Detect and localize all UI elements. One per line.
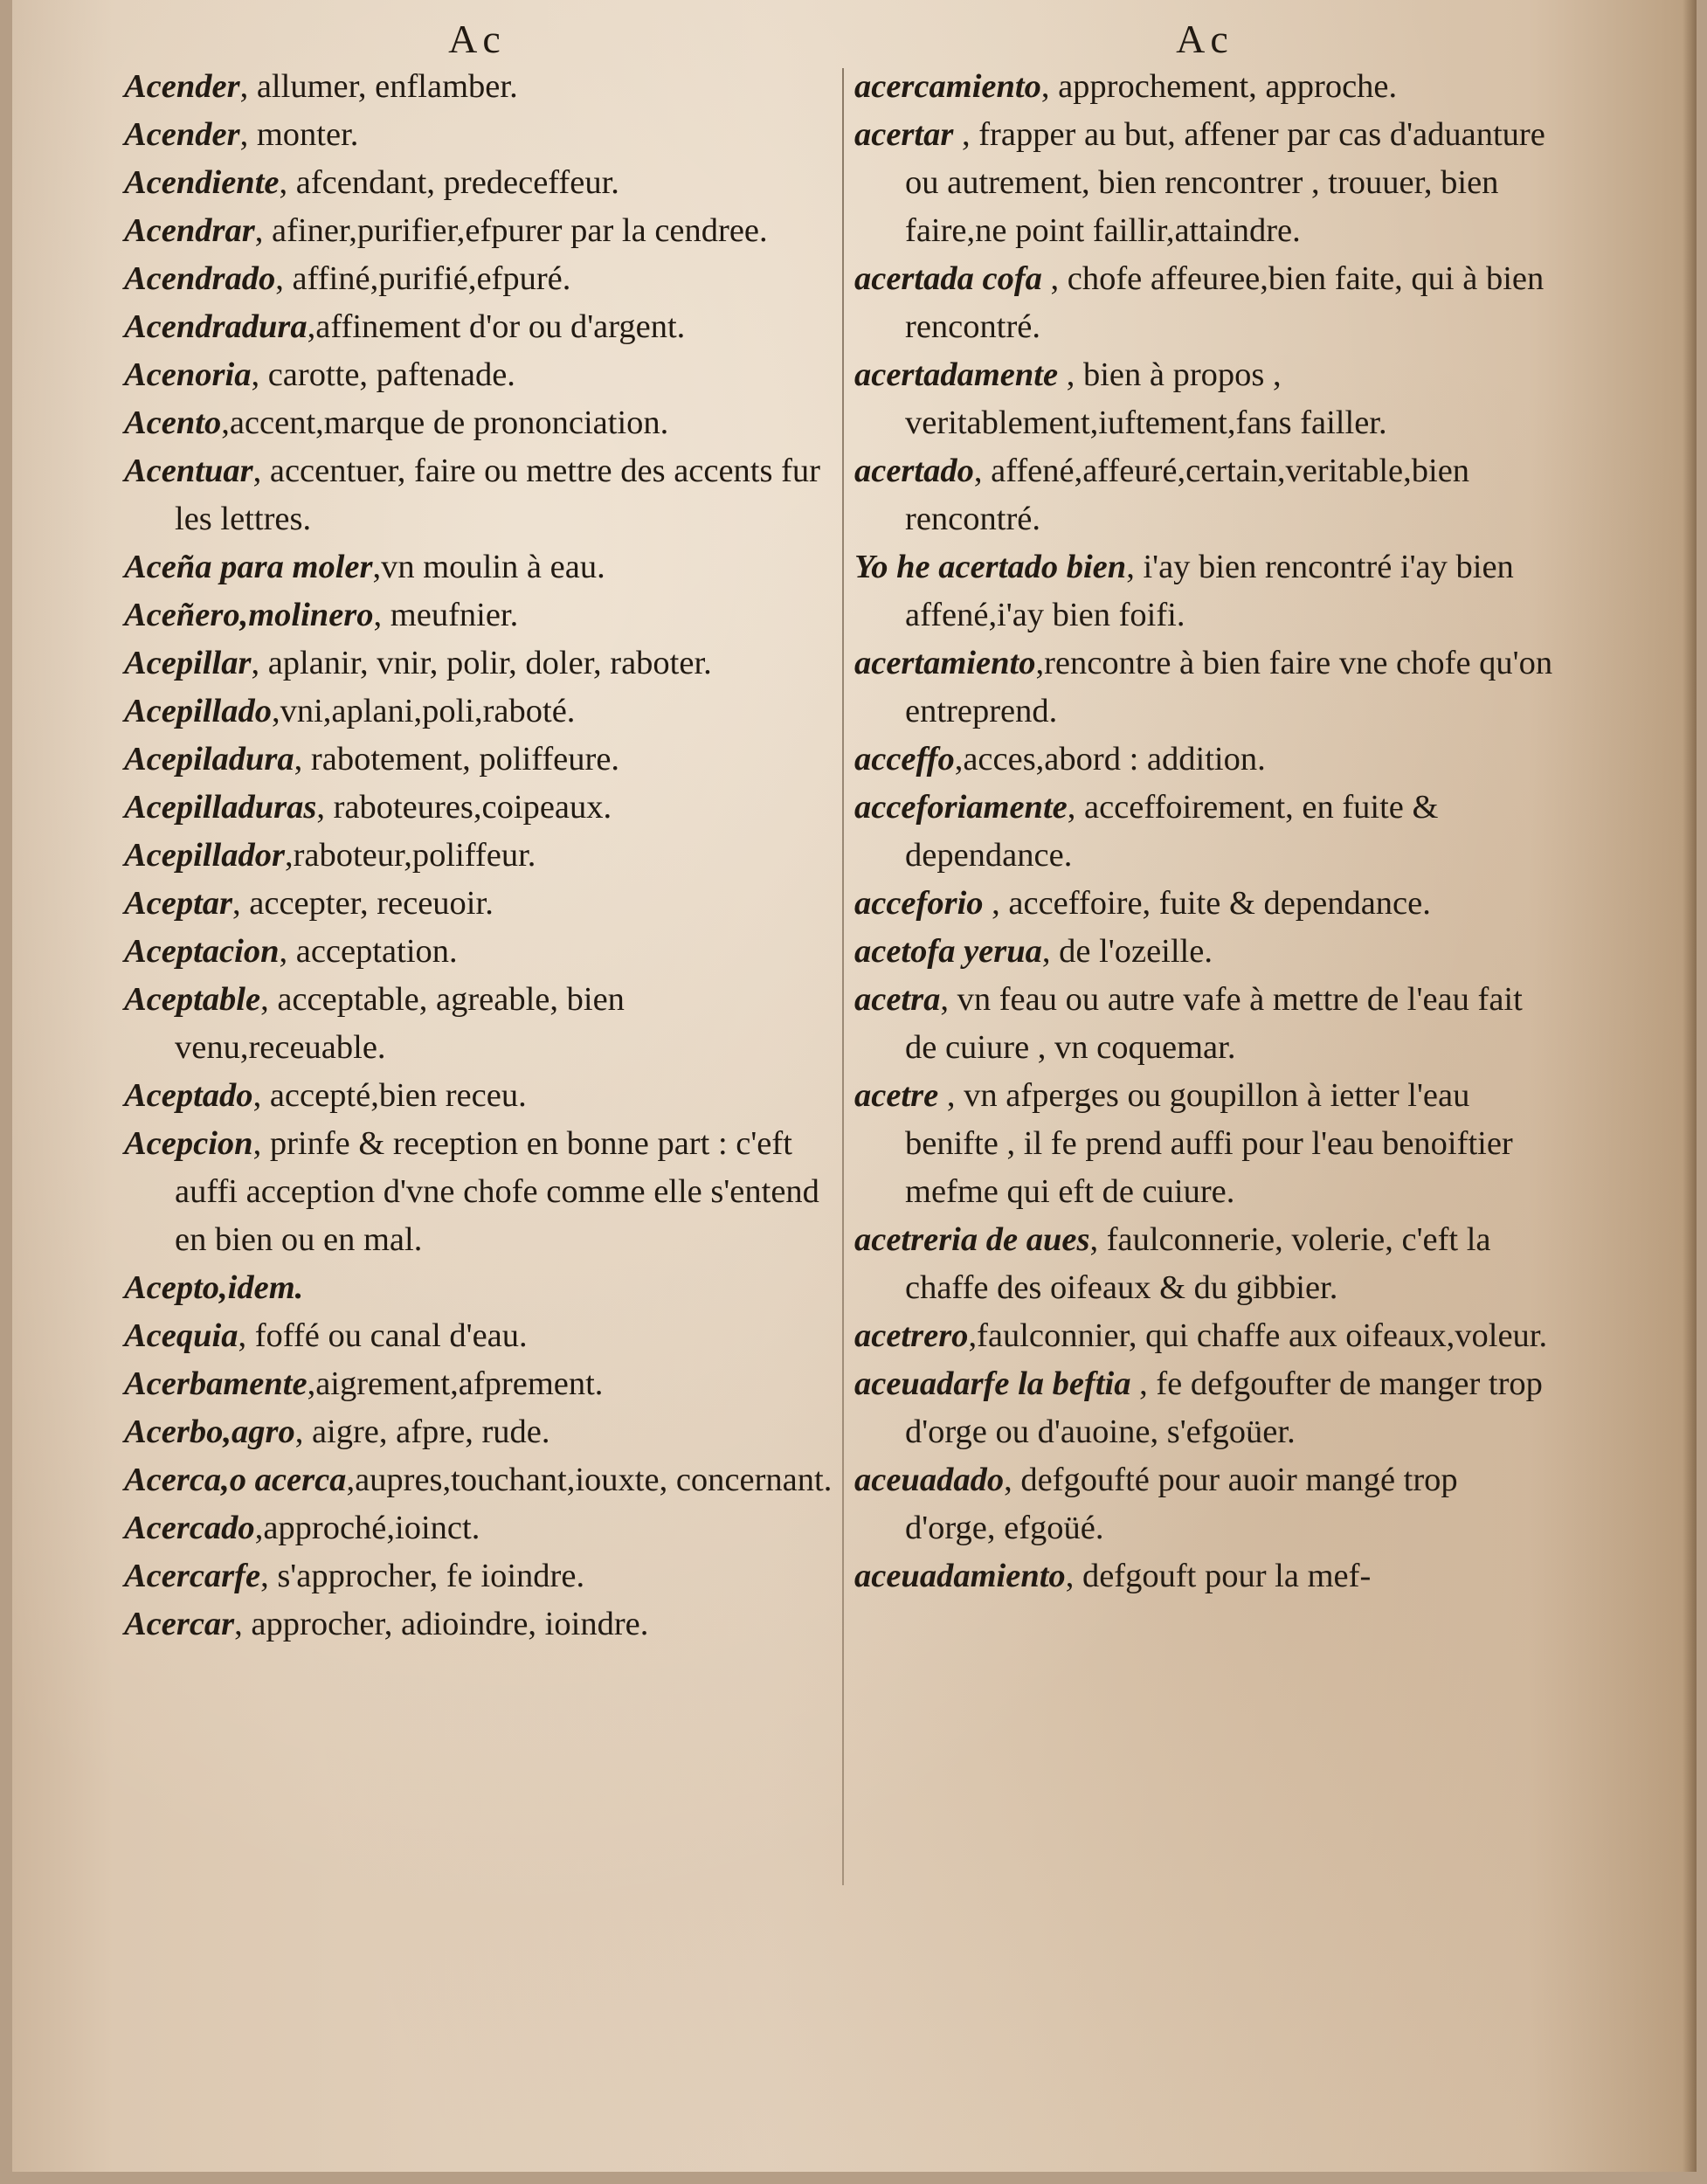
dictionary-entry (124, 976, 840, 1072)
dictionary-entry (124, 63, 840, 111)
entry-definition: , rabotement, poliffeure. (294, 741, 620, 778)
entry-definition: , vn feau ou autre vafe à mettre de l'eau fait de cuiure , vn coquemar. (905, 981, 1523, 1066)
entry-headword: Acepto,idem. (124, 1269, 304, 1306)
entry-headword: Acepcion (124, 1125, 253, 1162)
entry-definition: , afcendant, predeceffeur. (279, 164, 619, 201)
dictionary-entry (124, 639, 840, 688)
entry-headword: aceuadarfe la beftia (854, 1365, 1131, 1402)
entry-headword: Acepillar (124, 645, 252, 681)
entry-definition: , acceptation. (279, 933, 458, 970)
entry-definition: , defgoufté pour auoir mangé trop d'orge, efgoüé. (905, 1462, 1458, 1546)
dictionary-entry (854, 447, 1553, 543)
dictionary-entry (124, 591, 840, 639)
dictionary-entry (854, 784, 1553, 880)
dictionary-entry (854, 351, 1553, 447)
entry-definition: , acceffoire, fuite & dependance. (983, 885, 1431, 922)
entry-definition: , aplanir, vnir, polir, doler, raboter. (251, 645, 712, 681)
left-running-header: Ac (448, 17, 506, 61)
dictionary-entry (124, 1360, 840, 1408)
dictionary-entry (124, 447, 840, 543)
entry-headword: Aceptado (124, 1077, 253, 1114)
dictionary-page (12, 0, 1697, 2172)
dictionary-entry (124, 880, 840, 928)
entry-headword: Acentuar (124, 453, 253, 489)
page-edge-shadow (1683, 0, 1697, 2172)
entry-headword: Acercar (124, 1606, 235, 1642)
entry-definition: ,acces,abord : addition. (954, 741, 1266, 778)
dictionary-entry (854, 639, 1553, 736)
entry-definition: ,affinement d'or ou d'argent. (307, 308, 686, 345)
entry-headword: Acenoria (124, 356, 252, 393)
entry-definition: , de l'ozeille. (1041, 933, 1213, 970)
entry-definition: ,faulconnier, qui chaffe aux oifeaux,voleur. (968, 1317, 1548, 1354)
entry-definition: , allumer, enflamber. (239, 68, 518, 105)
entry-definition: , acceffoirement, en fuite & dependance. (905, 789, 1439, 874)
entry-headword: acertada cofa (854, 260, 1042, 297)
entry-headword: Acepilladuras (124, 789, 317, 826)
dictionary-entry (124, 351, 840, 399)
entry-headword: acetra (854, 981, 941, 1018)
entry-definition: , accentuer, faire ou mettre des accents fur les lettres. (175, 453, 820, 537)
dictionary-entry (854, 1312, 1553, 1360)
entry-headword: acertado (854, 453, 974, 489)
entry-definition: , faulconnerie, volerie, c'eft la chaffe des oifeaux & du gibbier. (905, 1221, 1491, 1306)
dictionary-entry (124, 303, 840, 351)
entry-definition: , accepter, receuoir. (232, 885, 494, 922)
dictionary-entry (854, 1360, 1553, 1456)
entry-definition: ,approché,ioinct. (254, 1510, 480, 1546)
entry-definition: ,vn moulin à eau. (372, 549, 605, 585)
entry-headword: Aceptar (124, 885, 233, 922)
entry-headword: acetrero (854, 1317, 969, 1354)
entry-definition: ,vni,aplani,poli,raboté. (271, 693, 576, 729)
dictionary-entry (854, 1552, 1553, 1600)
dictionary-entry (124, 207, 840, 255)
entry-headword: acetreria de aues (854, 1221, 1090, 1258)
entry-headword: aceuadado (854, 1462, 1005, 1498)
entry-headword: Acender (124, 68, 240, 105)
entry-headword: Acepillado (124, 693, 272, 729)
left-column (124, 63, 840, 1648)
entry-headword: Acepillador (124, 837, 285, 874)
dictionary-entry (124, 688, 840, 736)
entry-definition: , chofe affeuree,bien faite, qui à bien rencontré. (905, 260, 1545, 345)
dictionary-entry (124, 1456, 840, 1504)
entry-definition: , fe defgoufter de manger trop d'orge ou d'auoine, s'efgoüer. (905, 1365, 1543, 1450)
entry-headword: Acercarfe (124, 1558, 261, 1594)
dictionary-entry (124, 832, 840, 880)
dictionary-entry (854, 543, 1553, 639)
entry-headword: acetre (854, 1077, 939, 1114)
dictionary-entry (124, 1504, 840, 1552)
entry-definition: , acceptable, agreable, bien venu,receuable. (175, 981, 625, 1066)
entry-definition: ,rencontre à bien faire vne chofe qu'on entreprend. (905, 645, 1553, 729)
entry-definition: , meufnier. (373, 597, 519, 633)
entry-definition: ,aupres,touchant,iouxte, concernant. (346, 1462, 833, 1498)
dictionary-entry (124, 543, 840, 591)
dictionary-entry (854, 1216, 1553, 1312)
dictionary-entry (124, 159, 840, 207)
entry-headword: acceforio (854, 885, 984, 922)
entry-headword: Acepiladura (124, 741, 294, 778)
column-divider (842, 68, 844, 1885)
entry-definition: ,accent,marque de prononciation. (221, 404, 669, 441)
entry-headword: Acendiente (124, 164, 280, 201)
right-running-header: Ac (1176, 17, 1234, 61)
entry-headword: acertadamente (854, 356, 1059, 393)
right-column (854, 63, 1553, 1600)
entry-definition: , i'ay bien rencontré i'ay bien affené,i'ay bien foifi. (905, 549, 1514, 633)
entry-definition: , vn afperges ou goupillon à ietter l'eau benifte , il fe prend auffi pour l'eau benoiftier mefme qui eft de cuiure. (905, 1077, 1513, 1210)
dictionary-entry (854, 111, 1553, 255)
entry-definition: , affené,affeuré,certain,veritable,bien rencontré. (905, 453, 1470, 537)
dictionary-entry (124, 736, 840, 784)
entry-definition: , aigre, afpre, rude. (294, 1413, 550, 1450)
dictionary-entry (854, 880, 1553, 928)
entry-headword: Acerbo,agro (124, 1413, 295, 1450)
entry-definition: ,aigrement,afprement. (307, 1365, 604, 1402)
entry-headword: acceforiamente (854, 789, 1068, 826)
entry-headword: acertar (854, 116, 954, 153)
entry-headword: Acequia (124, 1317, 238, 1354)
entry-headword: Aceptacion (124, 933, 280, 970)
dictionary-entry (124, 111, 840, 159)
entry-headword: acceffo (854, 741, 955, 778)
dictionary-entry (124, 1264, 840, 1312)
entry-definition: , bien à propos , veritablement,iuftement,fans failler. (905, 356, 1387, 441)
entry-headword: Acender (124, 116, 240, 153)
entry-headword: Acercado (124, 1510, 255, 1546)
entry-headword: Acento (124, 404, 222, 441)
entry-definition: , approchement, approche. (1040, 68, 1398, 105)
entry-definition: , prinfe & reception en bonne part : c'eft auffi acception d'vne chofe comme elle s'entend en bien ou en mal. (175, 1125, 819, 1258)
dictionary-entry (854, 255, 1553, 351)
dictionary-entry (854, 1456, 1553, 1552)
dictionary-entry (854, 976, 1553, 1072)
entry-definition: , foffé ou canal d'eau. (238, 1317, 528, 1354)
entry-headword: Acendrar (124, 212, 255, 249)
entry-headword: Acendrado (124, 260, 276, 297)
entry-headword: acertamiento (854, 645, 1036, 681)
dictionary-entry (854, 63, 1553, 111)
dictionary-entry (124, 1600, 840, 1648)
dictionary-entry (124, 399, 840, 447)
dictionary-entry (854, 736, 1553, 784)
entry-definition: , accepté,bien receu. (252, 1077, 527, 1114)
entry-headword: aceuadamiento (854, 1558, 1066, 1594)
dictionary-entry (124, 928, 840, 976)
entry-headword: Aceña para moler (124, 549, 373, 585)
entry-definition: , afiner,purifier,efpurer par la cendree. (254, 212, 768, 249)
entry-headword: Yo he acertado bien (854, 549, 1127, 585)
entry-definition: , approcher, adioindre, ioindre. (234, 1606, 649, 1642)
entry-definition: , raboteures,coipeaux. (316, 789, 612, 826)
dictionary-entry (854, 1072, 1553, 1216)
dictionary-entry (124, 1552, 840, 1600)
dictionary-entry (124, 1072, 840, 1120)
dictionary-entry (124, 1408, 840, 1456)
entry-headword: Aceñero,molinero (124, 597, 374, 633)
dictionary-entry (124, 1120, 840, 1264)
entry-headword: Acendradura (124, 308, 308, 345)
entry-headword: Acerbamente (124, 1365, 308, 1402)
entry-definition: , monter. (239, 116, 359, 153)
dictionary-entry (124, 1312, 840, 1360)
entry-headword: Aceptable (124, 981, 261, 1018)
entry-headword: acetofa yerua (854, 933, 1042, 970)
entry-headword: acercamiento (854, 68, 1041, 105)
dictionary-entry (124, 255, 840, 303)
entry-definition: ,raboteur,poliffeur. (284, 837, 536, 874)
entry-definition: , frapper au but, affener par cas d'aduanture ou autrement, bien rencontrer , trouuer, bien faire,ne point faillir,attaindre. (905, 116, 1545, 249)
entry-headword: Acerca,o acerca (124, 1462, 347, 1498)
entry-definition: , affiné,purifié,efpuré. (275, 260, 571, 297)
entry-definition: , defgouft pour la mef- (1065, 1558, 1372, 1594)
dictionary-entry (854, 928, 1553, 976)
entry-definition: , carotte, paftenade. (251, 356, 515, 393)
dictionary-entry (124, 784, 840, 832)
entry-definition: , s'approcher, fe ioindre. (260, 1558, 585, 1594)
